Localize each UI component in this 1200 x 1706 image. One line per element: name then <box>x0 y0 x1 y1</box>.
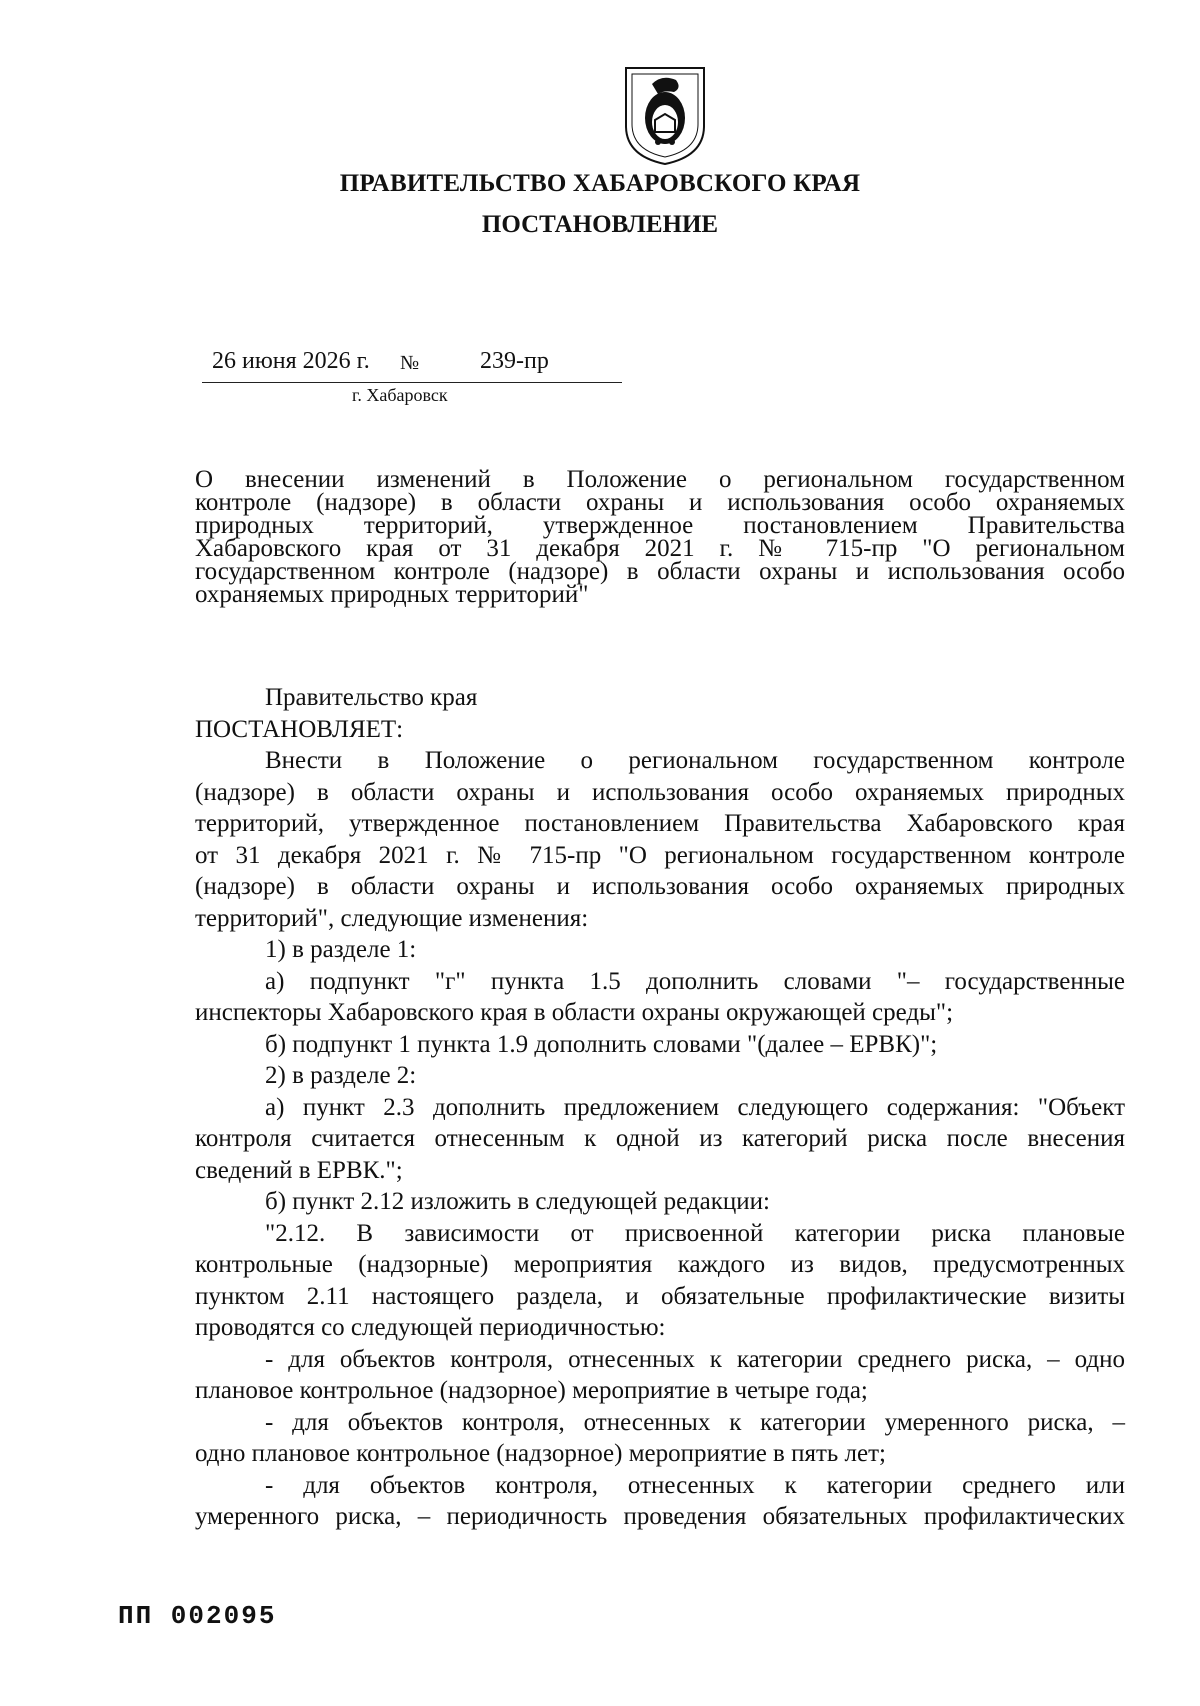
body-line: одно плановое контрольное (надзорное) мероприятие в пять лет; <box>195 1440 886 1467</box>
document-body <box>195 682 1125 1533</box>
body-line: 1) в разделе 1: <box>265 936 417 963</box>
city-label: г. Хабаровск <box>352 385 448 405</box>
organization-heading: ПРАВИТЕЛЬСТВО ХАБАРОВСКОГО КРАЯ <box>339 170 861 197</box>
body-line: контроля считается отнесенным к одной из категорий риска после внесения <box>195 1125 1125 1152</box>
body-line: инспекторы Хабаровского края в области охраны окружающей среды"; <box>195 999 954 1026</box>
body-line: - для объектов контроля, отнесенных к категории умеренного риска, – <box>265 1408 1125 1436</box>
document-number: 239-пр <box>480 348 549 374</box>
body-line: Внести в Положение о региональном государственном контроле <box>265 747 1125 774</box>
document-date: 26 июня 2026 г. <box>212 348 370 374</box>
title-line: Хабаровского края от 31 декабря 2021 г. № 715-пр "О региональном <box>195 535 1125 562</box>
body-line: пунктом 2.11 настоящего раздела, и обязательные профилактические визиты <box>195 1282 1125 1310</box>
body-line: а) подпункт "г" пункта 1.5 дополнить словами "– государственные <box>265 967 1125 995</box>
document-title <box>195 468 1125 606</box>
body-line: б) пункт 2.12 изложить в следующей редакции: <box>265 1188 770 1215</box>
body-line: контрольные (надзорные) мероприятия каждого из видов, предусмотренных <box>195 1251 1125 1278</box>
body-line: а) пункт 2.3 дополнить предложением следующего содержания: "Объект <box>265 1093 1125 1121</box>
body-line: - для объектов контроля, отнесенных к категории среднего или <box>265 1471 1125 1499</box>
body-line: территорий, утвержденное постановлением Правительства Хабаровского края <box>195 810 1125 837</box>
body-line: территорий", следующие изменения: <box>195 904 589 932</box>
body-line: (надзоре) в области охраны и использования особо охраняемых природных <box>195 873 1125 900</box>
title-line: государственном контроле (надзоре) в области охраны и использования особо <box>195 558 1125 585</box>
date-number-line <box>202 348 622 383</box>
title-line: О внесении изменений в Положение о региональном государственном <box>195 466 1125 493</box>
body-line: (надзоре) в области охраны и использования особо охраняемых природных <box>195 778 1125 806</box>
body-line: "2.12. В зависимости от присвоенной категории риска плановые <box>265 1219 1125 1247</box>
body-line: ПОСТАНОВЛЯЕТ: <box>195 715 404 743</box>
body-line: - для объектов контроля, отнесенных к категории среднего риска, – одно <box>265 1345 1125 1373</box>
body-line: б) подпункт 1 пункта 1.9 дополнить словами "(далее – ЕРВК)"; <box>265 1030 938 1058</box>
coat-of-arms-emblem <box>622 64 708 168</box>
document-type-heading: ПОСТАНОВЛЕНИЕ <box>481 211 719 238</box>
body-line: умеренного риска, – периодичность проведения обязательных профилактических <box>195 1503 1125 1530</box>
number-sign: № <box>400 352 420 374</box>
body-line: проводятся со следующей периодичностью: <box>195 1314 666 1341</box>
body-line: плановое контрольное (надзорное) мероприятие в четыре года; <box>195 1377 868 1404</box>
body-line: от 31 декабря 2021 г. № 715-пр "О региональном государственном контроле <box>195 841 1125 869</box>
title-line: контроле (надзоре) в области охраны и использования особо охраняемых <box>195 489 1125 516</box>
footer-document-code: ПП 002095 <box>118 1601 277 1631</box>
body-line: сведений в ЕРВК."; <box>195 1156 403 1184</box>
body-line: Правительство края <box>265 684 478 711</box>
body-line: 2) в разделе 2: <box>265 1062 417 1089</box>
title-line: природных территорий, утвержденное постановлением Правительства <box>195 512 1125 539</box>
title-line: охраняемых природных территорий" <box>195 581 589 608</box>
